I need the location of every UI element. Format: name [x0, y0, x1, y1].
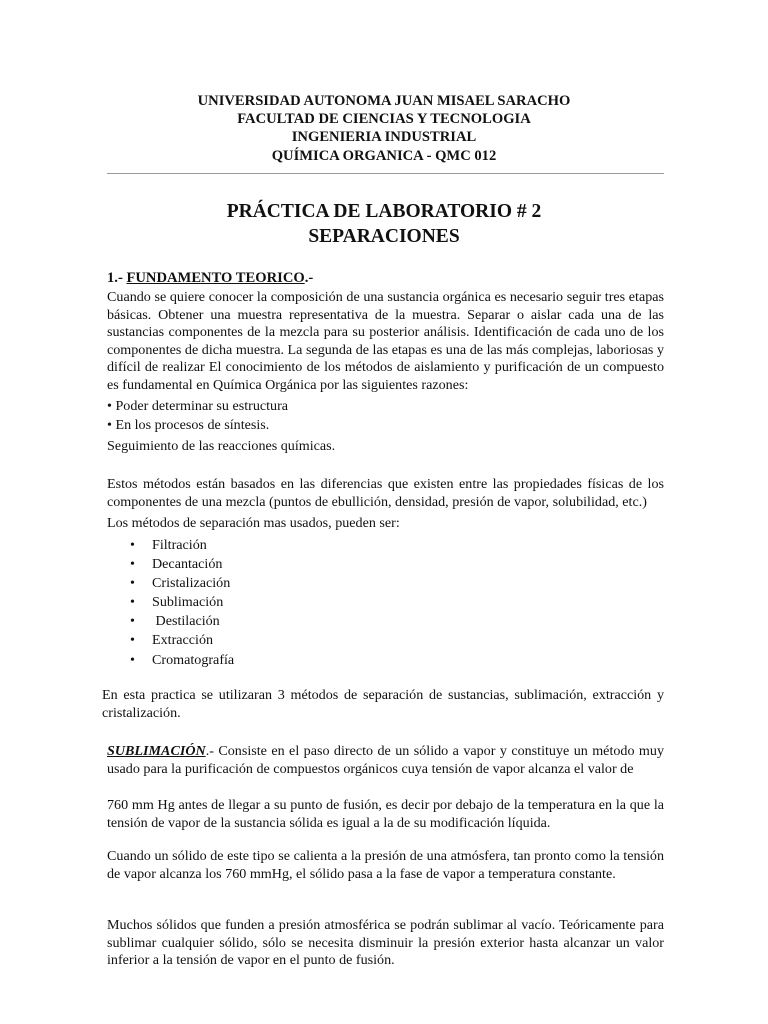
list-item: • Cristalización — [107, 574, 234, 593]
list-item: • Extracción — [107, 631, 234, 650]
list-item: • Filtración — [107, 536, 234, 555]
title-line-2: SEPARACIONES — [308, 226, 460, 247]
methods-list — [107, 536, 234, 670]
university-name: UNIVERSIDAD AUTONOMA JUAN MISAEL SARACHO — [197, 93, 571, 109]
bullet-icon: • — [130, 594, 135, 611]
bullet-icon: • — [130, 575, 135, 592]
list-item: • Sublimación — [107, 593, 234, 612]
reason-item-1: • Poder determinar su estructura — [107, 398, 289, 414]
title-line-1: PRÁCTICA DE LABORATORIO # 2 — [226, 201, 542, 222]
intro-paragraph: Cuando se quiere conocer la composición de una sustancia orgánica es necesario seguir tres etapas básicas. Obtener una muestra representativa de la muestra. Separar o aislar cada una de las sustancias componentes de la mezcla para su posterior análisis. Identificación de cada uno de los componentes de dicha muestra. La segunda de las etapas es una de las más complejas, laboriosas y difícil de realizar El conocimiento de los métodos de aislamiento y purificación de un compuesto es fundamental en Química Orgánica por las siguientes razones: — [107, 289, 664, 393]
document-header — [0, 92, 768, 165]
section-heading — [107, 270, 313, 287]
methods-basis-paragraph: Estos métodos están basados en las diferencias que existen entre las propiedades físicas de los componentes de una mezcla (puntos de ebullición, densidad, presión de vapor, solubilidad, etc.) — [107, 476, 664, 510]
bullet-icon: • — [130, 632, 135, 649]
list-item: • Decantación — [107, 555, 234, 574]
faculty-name: FACULTAD DE CIENCIAS Y TECNOLOGIA — [237, 111, 531, 128]
methods-intro: Los métodos de separación mas usados, pueden ser: — [107, 515, 400, 531]
section-suffix: .- — [304, 270, 314, 286]
sublimation-label-suffix: .- — [205, 743, 214, 759]
section-number: 1.- — [107, 270, 123, 286]
reason-item-2: • En los procesos de síntesis. — [107, 417, 270, 433]
sublimation-paragraph-2: Cuando un sólido de este tipo se calienta a la presión de una atmósfera, tan pronto como la tensión de vapor alcanza los 760 mmHg, el sólido pasa a la fase de vapor a temperatura constante. — [107, 848, 664, 882]
reason-item-3: Seguimiento de las reacciones químicas. — [107, 438, 336, 454]
sublimation-definition: Consiste en el paso directo de un sólido a vapor y constituye un método muy usado para la purificación de compuestos orgánicos cuya tensión de vapor alcanza el valor de — [107, 743, 664, 777]
bullet-icon: • — [130, 651, 135, 668]
sublimation-label: SUBLIMACIÓN — [107, 743, 206, 759]
list-item: • Cromatografía — [107, 651, 234, 670]
course-name: QUÍMICA ORGANICA - QMC 012 — [271, 147, 497, 164]
document-title — [0, 199, 768, 249]
list-item: • Destilación — [107, 612, 234, 631]
sublimation-paragraph-1-continued: 760 mm Hg antes de llegar a su punto de fusión, es decir por debajo de la temperatura en la que la tensión de vapor de la sustancia sólida es igual a la de su modificación líquida. — [107, 797, 664, 831]
sublimation-paragraph-3: Muchos sólidos que funden a presión atmosférica se podrán sublimar al vacío. Teóricamente para sublimar cualquier sólido, sólo se necesita disminuir la presión exterior hasta alcanzar un valor inferior a la tensión de vapor en el punto de fusión. — [107, 917, 664, 969]
sublimation-paragraph-1 — [107, 743, 664, 778]
career-name: INGENIERIA INDUSTRIAL — [291, 129, 477, 146]
practice-note-paragraph: En esta practica se utilizaran 3 métodos de separación de sustancias, sublimación, extracción y cristalización. — [102, 687, 664, 721]
section-title: FUNDAMENTO TEORICO — [126, 270, 305, 286]
bullet-icon: • — [130, 613, 135, 630]
bullet-icon: • — [130, 556, 135, 573]
header-divider — [107, 173, 664, 174]
bullet-icon: • — [130, 537, 135, 553]
